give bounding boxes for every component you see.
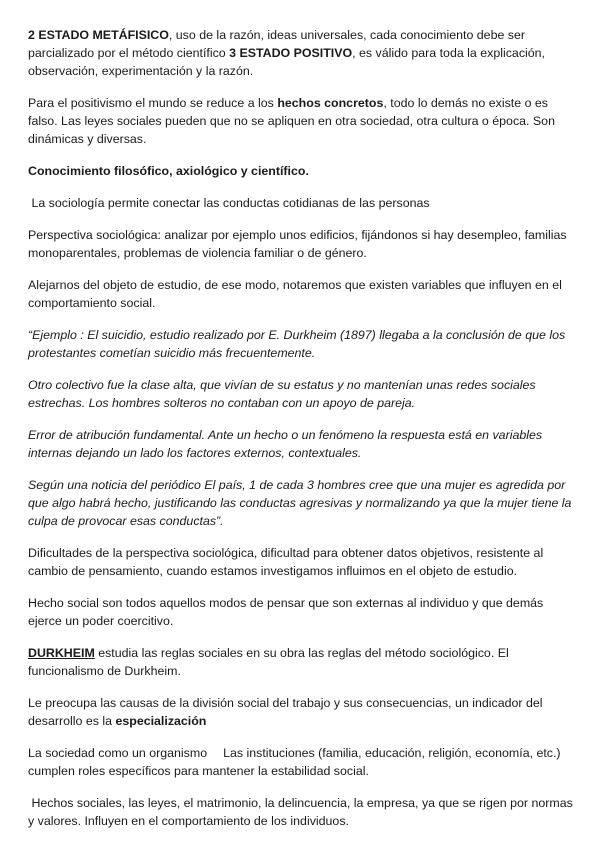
bold-hechos-concretos: hechos concretos	[277, 96, 384, 110]
text-span: estudia las reglas sociales en su obra las reglas del método sociológico. El funcionalismo de Durkheim.	[28, 646, 509, 678]
text-span: Le preocupa las causas de la división social del trabajo y sus consecuencias, un indicador del desarrollo es la	[28, 696, 543, 728]
bold-durkheim	[28, 646, 95, 660]
paragraph-division-trabajo	[28, 694, 580, 730]
paragraph-positivismo	[28, 94, 580, 148]
text-span: Las instituciones (familia, educación, religión, economía, etc.) cumplen roles específicos para mantener la estabilidad social.	[28, 746, 561, 778]
paragraph-estados	[28, 26, 580, 80]
paragraph-hechos-sociales: Hechos sociales, las leyes, el matrimonio, la delincuencia, la empresa, ya que se rigen por normas y valores. Influyen en el comportamiento de los individuos.	[28, 796, 577, 828]
paragraph-sociologia-conectar: La sociología permite conectar las conductas cotidianas de las personas	[28, 196, 430, 210]
paragraph-perspectiva: Perspectiva sociológica: analizar por ejemplo unos edificios, fijándonos si hay desempleo, familias monoparentales, problemas de violencia familiar o de género.	[28, 228, 567, 260]
underlined-durkheim: DURKHEIM	[28, 646, 95, 660]
bold-estado-metafisico: 2 ESTADO METÁFISICO	[28, 28, 169, 42]
text-span: , todo lo demás no existe o es falso. Las leyes sociales pueden que no se apliquen en otra sociedad, otra cultura o época. Son dinámicas y diversas.	[28, 96, 555, 146]
paragraph-durkheim	[28, 644, 580, 680]
text-span: , uso de la razón, ideas universales, cada conocimiento debe ser parcializado por el método científico	[28, 28, 526, 60]
text-span: La sociedad como un organismo	[28, 746, 208, 760]
text-span: Para el positivismo el mundo se reduce a los	[28, 96, 278, 110]
bold-estado-positivo: 3 ESTADO POSITIVO	[229, 46, 353, 60]
paragraph-alejarnos: Alejarnos del objeto de estudio, de ese modo, notaremos que existen variables que influyen en el comportamiento social.	[28, 278, 562, 310]
paragraph-clase-alta: Otro colectivo fue la clase alta, que vivían de su estatus y no mantenían unas redes sociales estrechas. Los hombres solteros no contaban con un apoyo de pareja.	[28, 378, 536, 410]
paragraph-organismo	[28, 744, 580, 780]
text-span: , es válido para toda la explicación, observación, experimentación y la razón.	[28, 46, 546, 78]
heading-conocimiento: Conocimiento filosófico, axiológico y científico.	[28, 164, 309, 178]
paragraph-ejemplo-suicidio: “Ejemplo : El suicidio, estudio realizado por E. Durkheim (1897) llegaba a la conclusión de que los protestantes cometían suicidio más frecuentemente.	[28, 328, 566, 360]
paragraph-hecho-social: Hecho social son todos aquellos modos de pensar que son externas al individuo y que demás ejerce un poder coercitivo.	[28, 596, 544, 628]
paragraph-noticia-pais: Según una noticia del periódico El país, 1 de cada 3 hombres cree que una mujer es agredida por que algo habrá hecho, justificando las conductas agresivas y normalizando ya que la mujer tiene la culpa de provocar esas conductas”.	[28, 478, 572, 528]
bold-especializacion: especialización	[115, 714, 207, 728]
document-page	[28, 26, 580, 844]
paragraph-dificultades: Dificultades de la perspectiva sociológica, dificultad para obtener datos objetivos, resistente al cambio de pensamiento, cuando estamos investigamos influimos en el objeto de estudio.	[28, 546, 544, 578]
paragraph-error-atribucion: Error de atribución fundamental. Ante un hecho o un fenómeno la respuesta está en variables internas dejando un lado los factores externos, contextuales.	[28, 428, 543, 460]
section-heading	[28, 162, 580, 180]
